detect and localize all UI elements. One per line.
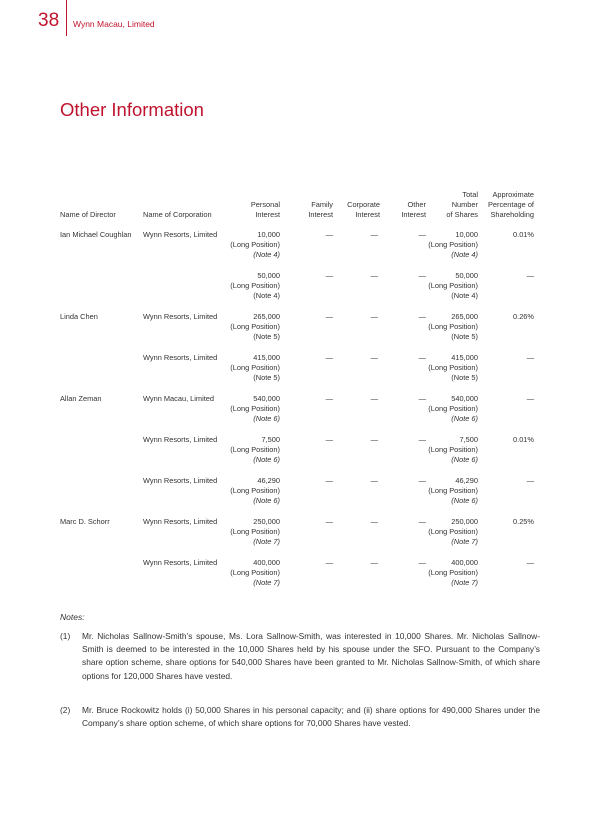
header-corporate: Corporate Interest <box>347 200 380 219</box>
family-interest: — <box>325 312 333 321</box>
corporate-interest: — <box>370 476 378 485</box>
note-item <box>60 704 540 730</box>
shareholding-percentage: — <box>526 353 534 362</box>
personal-interest: 250,000 (Long Position) (Note 7) <box>230 517 280 546</box>
other-interest: — <box>418 230 426 239</box>
note-number: (2) <box>60 705 71 715</box>
page-number: 38 <box>38 10 60 31</box>
family-interest: — <box>325 517 333 526</box>
family-interest: — <box>325 230 333 239</box>
corporation-name: Wynn Resorts, Limited <box>143 312 218 321</box>
personal-interest: 540,000 (Long Position) (Note 6) <box>230 394 280 423</box>
shareholding-percentage: — <box>526 394 534 403</box>
personal-interest: 50,000 (Long Position) (Note 4) <box>230 271 280 300</box>
other-interest: — <box>418 435 426 444</box>
personal-interest: 10,000 (Long Position) (Note 4) <box>230 230 280 259</box>
corporate-interest: — <box>370 558 378 567</box>
shareholding-percentage: 0.01% <box>513 230 534 239</box>
note-text: Mr. Nicholas Sallnow-Smith’s spouse, Ms. Lora Sallnow-Smith, was interested in 10,000 Shares. Mr. Nicholas Sallnow-Smith is deemed to be interested in the 10,000 Shares held by his spouse under the SFO. Pursuant to the Company’s share option scheme, share options for 540,000 Shares have been granted to Mr. Nicholas Sallnow-Smith, of which share options for 120,000 Shares have vested. <box>82 631 540 681</box>
header-company: Wynn Macau, Limited <box>73 19 155 29</box>
other-interest: — <box>418 353 426 362</box>
personal-interest: 7,500 (Long Position) (Note 6) <box>230 435 280 464</box>
corporate-interest: — <box>370 517 378 526</box>
total-shares: 10,000 (Long Position) (Note 4) <box>428 230 478 259</box>
shareholding-percentage: — <box>526 476 534 485</box>
personal-interest: 400,000 (Long Position) (Note 7) <box>230 558 280 587</box>
total-shares: 400,000 (Long Position) (Note 7) <box>428 558 478 587</box>
header-approx: Approximate Percentage of Shareholding <box>487 190 534 219</box>
note-item <box>60 630 540 683</box>
table-row <box>60 230 536 260</box>
other-interest: — <box>418 271 426 280</box>
other-interest: — <box>418 312 426 321</box>
table-row <box>60 271 536 301</box>
total-shares: 540,000 (Long Position) (Note 6) <box>428 394 478 423</box>
family-interest: — <box>325 558 333 567</box>
corporate-interest: — <box>370 394 378 403</box>
note-number: (1) <box>60 631 71 641</box>
director-name: Allan Zeman <box>60 394 102 403</box>
personal-interest: 265,000 (Long Position) (Note 5) <box>230 312 280 341</box>
family-interest: — <box>325 271 333 280</box>
shareholding-percentage: 0.26% <box>513 312 534 321</box>
personal-interest: 46,290 (Long Position) (Note 6) <box>230 476 280 505</box>
corporate-interest: — <box>370 435 378 444</box>
note-text: Mr. Bruce Rockowitz holds (i) 50,000 Shares in his personal capacity; and (ii) share options for 490,000 Shares under the Company’s share option scheme, of which share options for 70,000 Shares have vested. <box>82 705 540 729</box>
family-interest: — <box>325 353 333 362</box>
total-shares: 50,000 (Long Position) (Note 4) <box>428 271 478 300</box>
other-interest: — <box>418 394 426 403</box>
corporate-interest: — <box>370 353 378 362</box>
header-personal: Personal Interest <box>250 200 280 219</box>
header-total: Total Number of Shares <box>446 190 478 219</box>
table-row <box>60 517 536 547</box>
family-interest: — <box>325 435 333 444</box>
other-interest: — <box>418 517 426 526</box>
header-divider <box>66 0 67 36</box>
director-name: Marc D. Schorr <box>60 517 110 526</box>
table-row <box>60 558 536 588</box>
table-row <box>60 435 536 465</box>
total-shares: 46,290 (Long Position) (Note 6) <box>428 476 478 505</box>
family-interest: — <box>325 476 333 485</box>
table-row <box>60 476 536 506</box>
other-interest: — <box>418 558 426 567</box>
total-shares: 250,000 (Long Position) (Note 7) <box>428 517 478 546</box>
corporation-name: Wynn Resorts, Limited <box>143 230 218 239</box>
family-interest: — <box>325 394 333 403</box>
corporation-name: Wynn Resorts, Limited <box>143 435 218 444</box>
corporation-name: Wynn Macau, Limited <box>143 394 214 403</box>
corporation-name: Wynn Resorts, Limited <box>143 517 218 526</box>
shareholding-percentage: 0.25% <box>513 517 534 526</box>
table-row <box>60 312 536 342</box>
notes-heading: Notes: <box>60 612 85 622</box>
corporation-name: Wynn Resorts, Limited <box>143 476 218 485</box>
shareholding-percentage: — <box>526 271 534 280</box>
page-title: Other Information <box>60 99 204 120</box>
total-shares: 7,500 (Long Position) (Note 6) <box>428 435 478 464</box>
total-shares: 415,000 (Long Position) (Note 5) <box>428 353 478 382</box>
total-shares: 265,000 (Long Position) (Note 5) <box>428 312 478 341</box>
corporate-interest: — <box>370 230 378 239</box>
table-row <box>60 353 536 383</box>
header-family: Family Interest <box>308 200 333 219</box>
corporation-name: Wynn Resorts, Limited <box>143 558 218 567</box>
header-other: Other Interest <box>401 200 426 219</box>
other-interest: — <box>418 476 426 485</box>
shareholding-percentage: — <box>526 558 534 567</box>
header-corporation: Name of Corporation <box>143 210 212 219</box>
corporate-interest: — <box>370 271 378 280</box>
corporate-interest: — <box>370 312 378 321</box>
director-name: Ian Michael Coughlan <box>60 230 132 239</box>
personal-interest: 415,000 (Long Position) (Note 5) <box>230 353 280 382</box>
table-row <box>60 394 536 424</box>
shareholding-percentage: 0.01% <box>513 435 534 444</box>
header-director: Name of Director <box>60 210 116 219</box>
director-name: Linda Chen <box>60 312 98 321</box>
corporation-name: Wynn Resorts, Limited <box>143 353 218 362</box>
